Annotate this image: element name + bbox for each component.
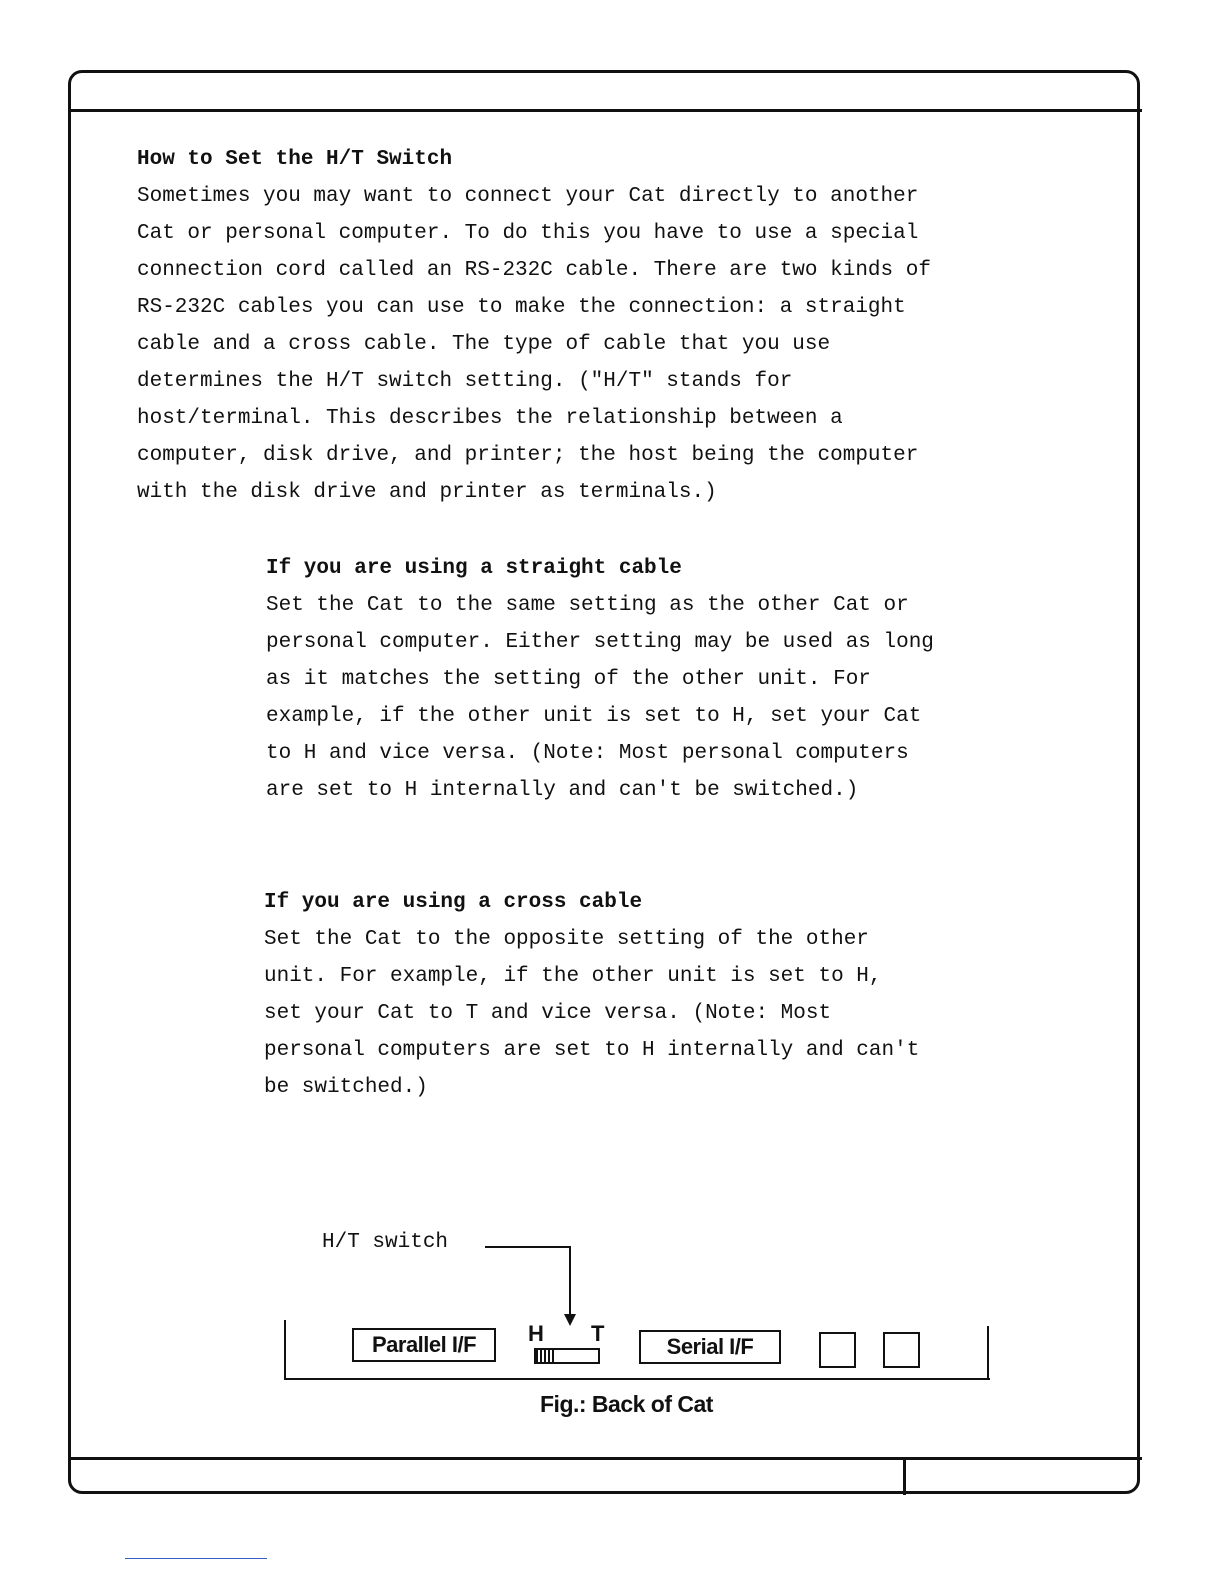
subsection-heading: If you are using a cross cable — [264, 891, 643, 914]
paragraph-line: example, if the other unit is set to H, set your Cat — [266, 705, 922, 728]
figure-caption: Fig.: Back of Cat — [540, 1391, 713, 1417]
paragraph-line: RS-232C cables you can use to make the connection: a straight — [137, 296, 906, 319]
callout-line — [569, 1246, 571, 1322]
paragraph-line: personal computer. Either setting may be used as long — [266, 631, 934, 654]
section-heading: How to Set the H/T Switch — [137, 148, 453, 171]
panel-outline — [987, 1326, 989, 1380]
serial-port: Serial I/F — [639, 1330, 781, 1364]
subsection-heading: If you are using a straight cable — [266, 557, 682, 580]
panel-outline — [284, 1378, 990, 1380]
arrow-down-icon — [564, 1314, 576, 1326]
panel-outline — [284, 1320, 286, 1380]
connector-square — [819, 1332, 856, 1368]
footer-rule — [70, 1457, 1142, 1460]
paragraph-line: Cat or personal computer. To do this you have to use a special — [137, 222, 919, 245]
ht-switch — [534, 1348, 600, 1364]
paragraph-line: to H and vice versa. (Note: Most personal computers — [266, 742, 909, 765]
paragraph-line: computer, disk drive, and printer; the host being the computer — [137, 444, 919, 467]
paragraph-line: connection cord called an RS-232C cable. There are two kinds of — [137, 259, 931, 282]
paragraph-line: Set the Cat to the opposite setting of the other — [264, 928, 869, 951]
paragraph-line: be switched.) — [264, 1076, 428, 1099]
connector-square — [883, 1332, 920, 1368]
bottom-underline — [125, 1558, 267, 1559]
paragraph-line: set your Cat to T and vice versa. (Note: Most — [264, 1002, 832, 1025]
footer-divider — [903, 1459, 906, 1495]
paragraph-line: unit. For example, if the other unit is set to H, — [264, 965, 882, 988]
paragraph-line: Set the Cat to the same setting as the other Cat or — [266, 594, 909, 617]
paragraph-line: with the disk drive and printer as terminals.) — [137, 481, 717, 504]
figure-back-of-cat — [280, 1228, 1000, 1428]
header-rule — [70, 109, 1142, 112]
h-label: H — [528, 1321, 544, 1346]
paragraph-line: Sometimes you may want to connect your Cat directly to another — [137, 185, 919, 208]
switch-callout-label: H/T switch — [322, 1231, 449, 1254]
paragraph-line: are set to H internally and can't be switched.) — [266, 779, 859, 802]
t-label: T — [591, 1321, 605, 1346]
paragraph-line: host/terminal. This describes the relationship between a — [137, 407, 843, 430]
section-ht-switch — [137, 141, 1097, 511]
paragraph-line: as it matches the setting of the other unit. For — [266, 668, 871, 691]
section-cross-cable — [264, 884, 1084, 1106]
paragraph-line: cable and a cross cable. The type of cable that you use — [137, 333, 831, 356]
paragraph-line: determines the H/T switch setting. ("H/T" stands for — [137, 370, 793, 393]
parallel-port: Parallel I/F — [352, 1328, 496, 1362]
paragraph-line: personal computers are set to H internally and can't — [264, 1039, 920, 1062]
section-straight-cable — [266, 550, 1086, 809]
switch-knob — [536, 1350, 556, 1362]
callout-line — [485, 1246, 571, 1248]
